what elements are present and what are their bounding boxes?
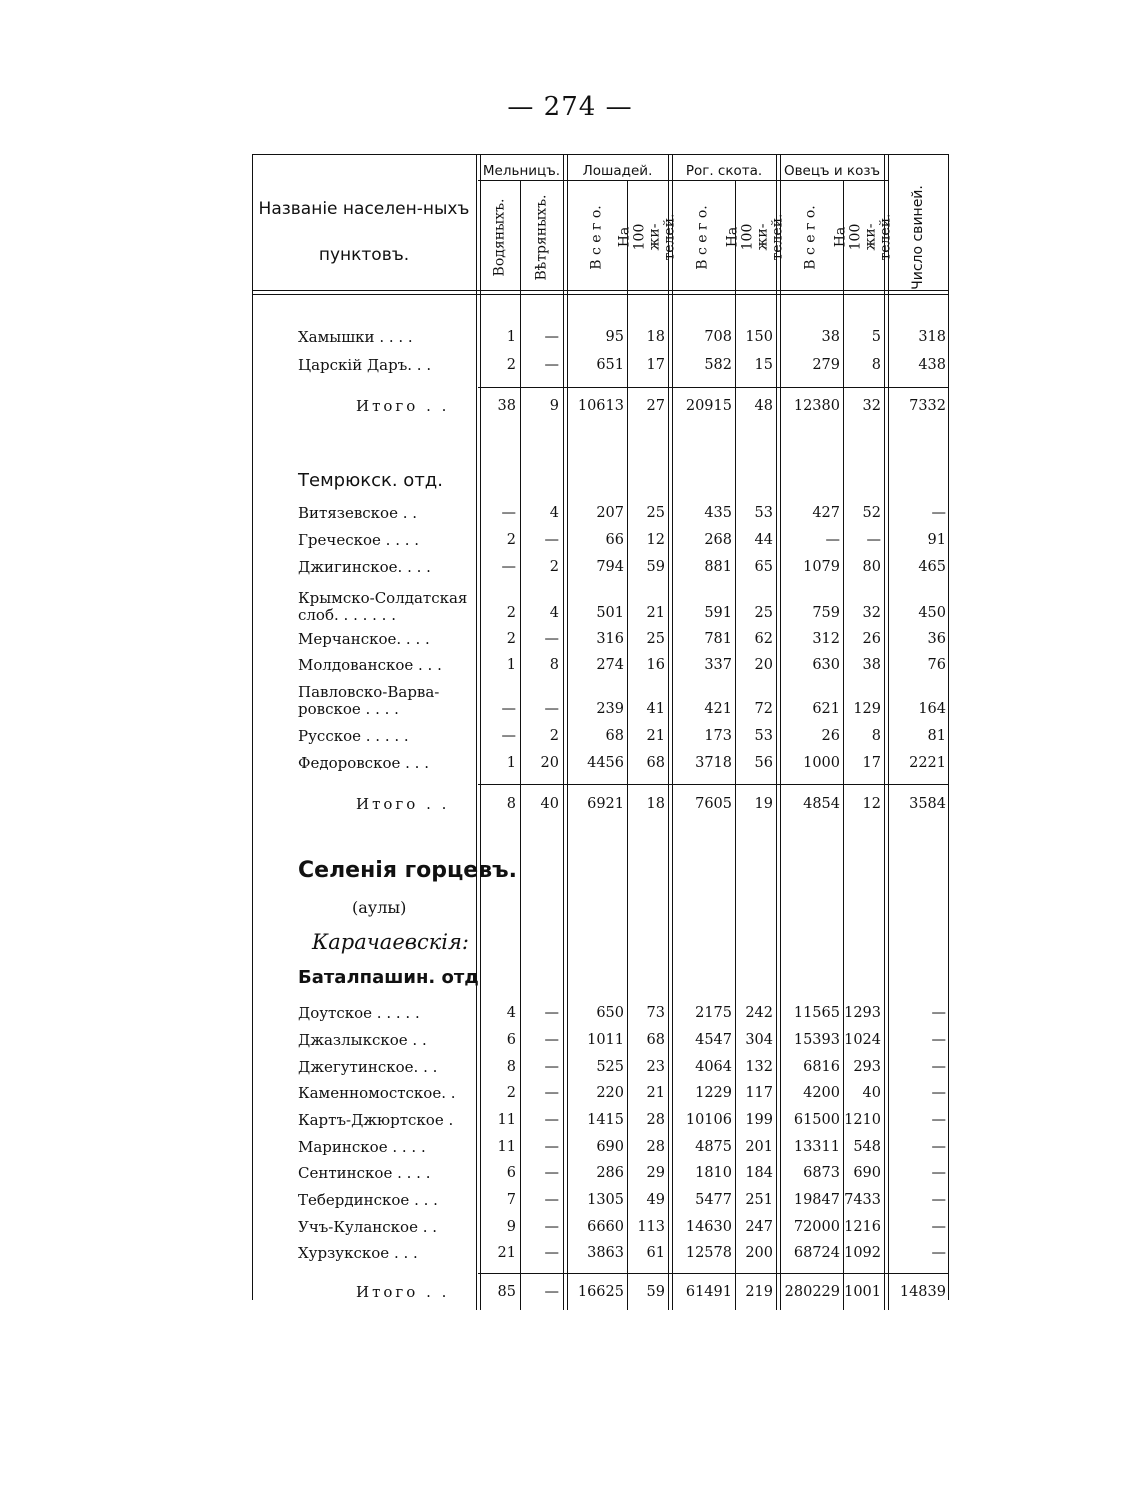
row-value: 59 <box>646 1284 665 1300</box>
table-row <box>0 1134 1140 1160</box>
row-value: — <box>544 329 559 345</box>
row-value: 29 <box>646 1165 665 1181</box>
row-value: 21 <box>646 605 665 621</box>
row-value: — <box>544 1219 559 1235</box>
row-value: 1092 <box>844 1245 881 1261</box>
table-row <box>0 1107 1140 1133</box>
row-value: 465 <box>918 559 946 575</box>
row-value: 7 <box>506 1192 516 1208</box>
row-value: 630 <box>812 657 840 673</box>
row-value: 40 <box>540 796 559 812</box>
row-value: 201 <box>745 1139 773 1155</box>
row-value: 5 <box>871 329 881 345</box>
row-value: 438 <box>918 357 946 373</box>
row-value: 199 <box>745 1112 773 1128</box>
row-value: 76 <box>927 657 946 673</box>
row-value: 279 <box>812 357 840 373</box>
row-value: 239 <box>596 701 624 717</box>
row-value: — <box>501 559 516 575</box>
row-value: 6873 <box>803 1165 840 1181</box>
row-value: 8 <box>871 728 881 744</box>
row-value: — <box>501 728 516 744</box>
row-value: 6816 <box>803 1059 840 1075</box>
row-value: 1011 <box>587 1032 624 1048</box>
row-value: 421 <box>704 701 732 717</box>
table-row <box>0 554 1140 580</box>
row-value: 316 <box>596 631 624 647</box>
row-value: 2 <box>549 559 559 575</box>
row-value: 20 <box>754 657 773 673</box>
row-value: 184 <box>745 1165 773 1181</box>
row-value: 8 <box>549 657 559 673</box>
row-value: 61 <box>646 1245 665 1261</box>
row-value: 2175 <box>695 1005 732 1021</box>
row-value: 4547 <box>695 1032 732 1048</box>
row-name: Маринское . . . . <box>298 1138 426 1156</box>
header-pigs: Число свиней. <box>909 184 926 290</box>
table-row <box>0 652 1140 678</box>
row-value: 14839 <box>899 1284 946 1300</box>
header-sheep-total: В с е г о. <box>803 204 819 270</box>
row-value: 548 <box>853 1139 881 1155</box>
row-value: 65 <box>754 559 773 575</box>
row-value: 19 <box>754 796 773 812</box>
row-value: 4854 <box>803 796 840 812</box>
row-value: 11 <box>497 1112 516 1128</box>
row-value: 15 <box>754 357 773 373</box>
row-value: 20 <box>540 755 559 771</box>
row-value: 2 <box>506 605 516 621</box>
row-value: 1024 <box>844 1032 881 1048</box>
row-value: — <box>931 1005 946 1021</box>
row-value: 4200 <box>803 1085 840 1101</box>
row-value: 781 <box>704 631 732 647</box>
row-value: — <box>931 505 946 521</box>
row-name: Хурзукское . . . <box>298 1244 418 1262</box>
row-value: 6 <box>506 1165 516 1181</box>
row-value: 81 <box>927 728 946 744</box>
section-temryuk: Темрюкск. отд. <box>298 470 443 491</box>
row-value: — <box>544 532 559 548</box>
row-value: 9 <box>506 1219 516 1235</box>
row-value: 2 <box>506 357 516 373</box>
header-horses-total: В с е г о. <box>588 204 605 270</box>
total-row <box>0 393 1140 419</box>
table-row <box>0 723 1140 749</box>
row-value: 219 <box>745 1284 773 1300</box>
row-value: 132 <box>745 1059 773 1075</box>
row-value: 11565 <box>793 1005 840 1021</box>
table-row <box>0 1160 1140 1186</box>
section-auly: (аулы) <box>352 898 407 917</box>
row-value: 304 <box>745 1032 773 1048</box>
section-highlanders: Селенія горцевъ. <box>298 858 518 883</box>
row-value: 1216 <box>844 1219 881 1235</box>
row-value: 85 <box>497 1284 516 1300</box>
row-value: 2 <box>506 1085 516 1101</box>
total-label: Итого . . <box>356 397 450 415</box>
row-value: — <box>544 1005 559 1021</box>
row-name: Русское . . . . . <box>298 727 409 745</box>
row-value: 117 <box>745 1085 773 1101</box>
row-value: — <box>544 1284 559 1300</box>
row-value: 1001 <box>844 1284 881 1300</box>
row-name: Каменномостское. . <box>298 1084 456 1102</box>
row-value: — <box>544 1112 559 1128</box>
row-value: 1210 <box>844 1112 881 1128</box>
row-value: 21 <box>646 1085 665 1101</box>
row-value: 337 <box>704 657 732 673</box>
row-name: Джазлыкское . . <box>298 1031 427 1049</box>
row-value: 1 <box>506 657 516 673</box>
row-value: 2 <box>506 532 516 548</box>
row-value: 4456 <box>587 755 624 771</box>
row-name: Джигинское. . . . <box>298 558 431 576</box>
row-value: 881 <box>704 559 732 575</box>
row-value: 26 <box>821 728 840 744</box>
group-mills: Мельницъ. <box>482 163 561 179</box>
row-value: 312 <box>812 631 840 647</box>
row-name: Хамышки . . . . <box>298 328 413 346</box>
row-value: 280229 <box>784 1284 840 1300</box>
row-value: 68 <box>605 728 624 744</box>
row-value: 7605 <box>695 796 732 812</box>
row-value: 247 <box>745 1219 773 1235</box>
row-value: 38 <box>862 657 881 673</box>
row-value: 173 <box>704 728 732 744</box>
row-value: 207 <box>596 505 624 521</box>
table-row <box>0 684 1140 722</box>
row-value: 72000 <box>793 1219 840 1235</box>
row-value: — <box>931 1059 946 1075</box>
row-value: 68 <box>646 1032 665 1048</box>
row-name: Джегутинское. . . <box>298 1058 438 1076</box>
table-row <box>0 1187 1140 1213</box>
row-value: 26 <box>862 631 881 647</box>
row-value: 200 <box>745 1245 773 1261</box>
row-value: 28 <box>646 1139 665 1155</box>
row-value: 8 <box>506 1059 516 1075</box>
row-value: 318 <box>918 329 946 345</box>
row-value: — <box>544 1165 559 1181</box>
table-row <box>0 1000 1140 1026</box>
row-value: 18 <box>646 329 665 345</box>
row-value: 708 <box>704 329 732 345</box>
row-value: 38 <box>821 329 840 345</box>
table-row <box>0 750 1140 776</box>
row-value: 4064 <box>695 1059 732 1075</box>
row-value: — <box>931 1085 946 1101</box>
row-value: 28 <box>646 1112 665 1128</box>
row-value: 8 <box>871 357 881 373</box>
row-name: Сентинское . . . . <box>298 1164 431 1182</box>
row-value: 52 <box>862 505 881 521</box>
row-value: — <box>931 1245 946 1261</box>
row-value: 251 <box>745 1192 773 1208</box>
row-value: 21 <box>646 728 665 744</box>
table-row <box>0 626 1140 652</box>
row-value: 25 <box>646 505 665 521</box>
row-value: 12 <box>862 796 881 812</box>
row-value: 20915 <box>685 398 732 414</box>
row-name: Молдованское . . . <box>298 656 442 674</box>
row-value: 59 <box>646 559 665 575</box>
row-name: Учъ-Куланское . . <box>298 1218 438 1236</box>
row-value: 61491 <box>685 1284 732 1300</box>
row-value: — <box>931 1112 946 1128</box>
row-value: 32 <box>862 605 881 621</box>
row-value: 68 <box>646 755 665 771</box>
row-name: Картъ-Джюртское . <box>298 1111 454 1129</box>
row-value: — <box>501 505 516 521</box>
row-name: Крымско-Солдатская слоб. . . . . . . <box>298 590 468 624</box>
row-value: 1229 <box>695 1085 732 1101</box>
row-value: 591 <box>704 605 732 621</box>
row-value: 95 <box>605 329 624 345</box>
row-value: — <box>931 1139 946 1155</box>
row-value: 53 <box>754 728 773 744</box>
row-value: 23 <box>646 1059 665 1075</box>
table-row <box>0 352 1140 378</box>
row-value: — <box>866 532 881 548</box>
row-value: 621 <box>812 701 840 717</box>
row-value: 41 <box>646 701 665 717</box>
row-value: — <box>544 631 559 647</box>
table-row <box>0 1240 1140 1266</box>
row-value: 16 <box>646 657 665 673</box>
row-name: Павловско-Варва- ровское . . . . <box>298 684 440 718</box>
row-value: 17 <box>862 755 881 771</box>
row-name: Витязевское . . <box>298 504 418 522</box>
row-value: — <box>931 1032 946 1048</box>
row-value: 12 <box>646 532 665 548</box>
row-value: 220 <box>596 1085 624 1101</box>
row-value: 274 <box>596 657 624 673</box>
row-value: 56 <box>754 755 773 771</box>
row-value: 32 <box>862 398 881 414</box>
total-label: Итого . . <box>356 1283 450 1301</box>
page-number: — 274 — <box>507 92 633 122</box>
row-value: 1415 <box>587 1112 624 1128</box>
table-row <box>0 1214 1140 1240</box>
row-value: 6921 <box>587 796 624 812</box>
row-value: 73 <box>646 1005 665 1021</box>
row-value: 91 <box>927 532 946 548</box>
row-value: 25 <box>646 631 665 647</box>
row-value: — <box>544 1139 559 1155</box>
row-value: 427 <box>812 505 840 521</box>
row-value: 129 <box>853 701 881 717</box>
row-value: 12578 <box>685 1245 732 1261</box>
row-value: 17 <box>646 357 665 373</box>
row-value: 150 <box>745 329 773 345</box>
row-value: 501 <box>596 605 624 621</box>
table-row <box>0 1080 1140 1106</box>
row-name: Царскій Даръ. . . <box>298 356 432 374</box>
row-value: 53 <box>754 505 773 521</box>
row-value: 5477 <box>695 1192 732 1208</box>
row-value: 7332 <box>909 398 946 414</box>
table-row <box>0 1027 1140 1053</box>
row-value: — <box>544 701 559 717</box>
row-value: 3863 <box>587 1245 624 1261</box>
row-value: — <box>825 532 840 548</box>
row-value: 80 <box>862 559 881 575</box>
row-value: 1 <box>506 329 516 345</box>
row-value: 794 <box>596 559 624 575</box>
row-value: 3718 <box>695 755 732 771</box>
header-sheep-per100: На 100 жи- телей. <box>832 213 894 261</box>
row-value: 36 <box>927 631 946 647</box>
total-row <box>0 791 1140 817</box>
row-value: 49 <box>646 1192 665 1208</box>
row-value: 690 <box>853 1165 881 1181</box>
row-value: 12380 <box>793 398 840 414</box>
group-cattle: Рог. скота. <box>685 163 763 179</box>
row-value: 9 <box>549 398 559 414</box>
row-value: 66 <box>605 532 624 548</box>
row-value: 62 <box>754 631 773 647</box>
row-value: 759 <box>812 605 840 621</box>
row-value: 6660 <box>587 1219 624 1235</box>
group-horses: Лошадей. <box>582 163 653 179</box>
row-value: 11 <box>497 1139 516 1155</box>
row-value: 1293 <box>844 1005 881 1021</box>
row-name: Тебердинское . . . <box>298 1191 438 1209</box>
row-value: 4 <box>549 505 559 521</box>
row-value: 582 <box>704 357 732 373</box>
row-value: 164 <box>918 701 946 717</box>
row-value: 1 <box>506 755 516 771</box>
row-value: 293 <box>853 1059 881 1075</box>
section-karachai: Карачаевскія: <box>312 930 469 954</box>
row-value: 40 <box>862 1085 881 1101</box>
row-value: 38 <box>497 398 516 414</box>
row-value: 44 <box>754 532 773 548</box>
row-value: 690 <box>596 1139 624 1155</box>
table-row <box>0 1054 1140 1080</box>
row-name: Федоровское . . . <box>298 754 429 772</box>
table-row <box>0 324 1140 350</box>
header-water-mills: Водяныхъ. <box>491 198 508 276</box>
row-value: 7433 <box>844 1192 881 1208</box>
row-name: Греческое . . . . <box>298 531 420 549</box>
row-value: 286 <box>596 1165 624 1181</box>
row-value: 4 <box>549 605 559 621</box>
row-name: Мерчанское. . . . <box>298 630 430 648</box>
header-horses-per100: На 100 жи- телей. <box>616 213 678 261</box>
row-value: 68724 <box>793 1245 840 1261</box>
row-value: 651 <box>596 357 624 373</box>
row-value: 4 <box>506 1005 516 1021</box>
row-value: — <box>931 1192 946 1208</box>
row-value: 72 <box>754 701 773 717</box>
row-value: — <box>931 1219 946 1235</box>
row-value: 450 <box>918 605 946 621</box>
header-cattle-per100: На 100 жи- телей. <box>724 213 786 261</box>
row-value: — <box>544 1059 559 1075</box>
row-value: — <box>931 1165 946 1181</box>
row-value: 21 <box>497 1245 516 1261</box>
row-value: 18 <box>646 796 665 812</box>
row-value: 1000 <box>803 755 840 771</box>
row-value: 16625 <box>577 1284 624 1300</box>
table-row <box>0 500 1140 526</box>
row-value: 61500 <box>793 1112 840 1128</box>
row-value: 4875 <box>695 1139 732 1155</box>
row-value: 525 <box>596 1059 624 1075</box>
total-label: Итого . . <box>356 795 450 813</box>
row-name: Доутское . . . . . <box>298 1004 420 1022</box>
total-row <box>0 1279 1140 1305</box>
row-value: 242 <box>745 1005 773 1021</box>
row-value: 650 <box>596 1005 624 1021</box>
row-value: 435 <box>704 505 732 521</box>
row-value: 15393 <box>793 1032 840 1048</box>
section-batalpashin: Баталпашин. отд <box>298 967 479 988</box>
row-value: 2 <box>506 631 516 647</box>
row-value: 2 <box>549 728 559 744</box>
row-value: — <box>544 357 559 373</box>
row-value: — <box>544 1085 559 1101</box>
row-value: 3584 <box>909 796 946 812</box>
header-wind-mills: Вѣтряныхъ. <box>533 194 549 280</box>
row-value: 8 <box>506 796 516 812</box>
row-value: 1079 <box>803 559 840 575</box>
row-value: 1810 <box>695 1165 732 1181</box>
row-value: 2221 <box>909 755 946 771</box>
row-value: 25 <box>754 605 773 621</box>
table-row <box>0 590 1140 626</box>
row-value: 6 <box>506 1032 516 1048</box>
row-value: 48 <box>754 398 773 414</box>
row-value: 14630 <box>685 1219 732 1235</box>
name-column-header: Названіе населен-ныхъ пунктовъ. <box>258 199 470 265</box>
group-sheep: Овецъ и козъ <box>783 163 881 179</box>
row-value: — <box>501 701 516 717</box>
row-value: 27 <box>646 398 665 414</box>
row-value: — <box>544 1192 559 1208</box>
row-value: 113 <box>637 1219 665 1235</box>
row-value: — <box>544 1245 559 1261</box>
row-value: 268 <box>704 532 732 548</box>
table-row <box>0 527 1140 553</box>
row-value: 13311 <box>793 1139 840 1155</box>
row-value: 10106 <box>685 1112 732 1128</box>
header-cattle-total: В с е г о. <box>695 204 711 270</box>
row-value: 19847 <box>793 1192 840 1208</box>
row-value: 1305 <box>587 1192 624 1208</box>
row-value: — <box>544 1032 559 1048</box>
row-value: 10613 <box>577 398 624 414</box>
